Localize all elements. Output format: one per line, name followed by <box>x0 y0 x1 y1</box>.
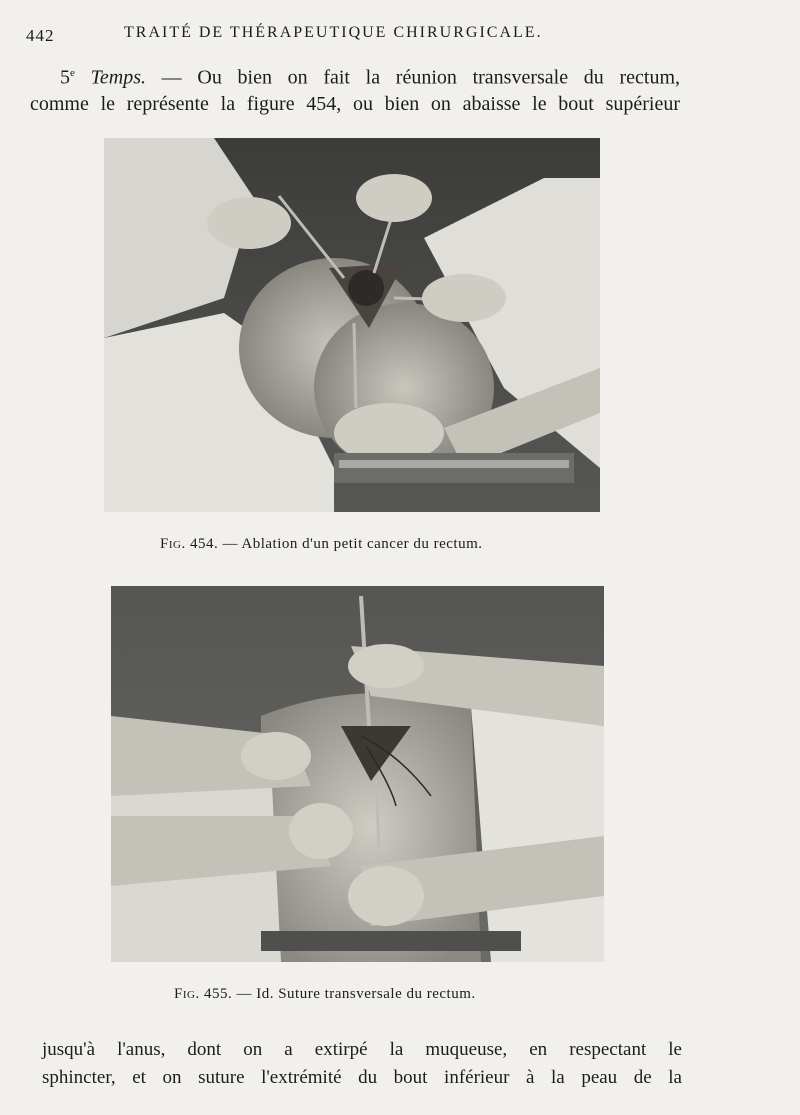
figure-454-caption <box>160 536 483 553</box>
paragraph-bottom <box>42 1036 682 1092</box>
page-number: 442 <box>26 26 55 45</box>
figure-454-label: Fig. 454. <box>160 536 219 552</box>
surgery-photo-illustration <box>104 138 600 512</box>
step-name: Temps. <box>90 66 146 89</box>
figure-455-photograph <box>111 586 604 962</box>
figure-455-caption <box>174 986 476 1003</box>
paragraph-bottom-line1: jusqu'à l'anus, dont on a extirpé la muqueuse, en respectant le <box>42 1039 682 1060</box>
running-title: TRAITÉ DE THÉRAPEUTIQUE CHIRURGICALE. <box>124 24 543 41</box>
suture-photo-illustration <box>111 586 604 962</box>
figure-455-caption-text: — Id. Suture transversale du rectum. <box>232 986 476 1002</box>
paragraph-top-line2: comme le représente la figure 454, ou bien on abaisse le bout supérieur <box>30 92 680 115</box>
paragraph-top <box>30 60 680 117</box>
figure-455-label: Fig. 455. <box>174 986 233 1002</box>
paragraph-bottom-line2: sphincter, et on suture l'extrémité du bout inférieur à la peau de la <box>42 1067 682 1088</box>
step-number: 5 <box>60 66 70 89</box>
figure-454-caption-text: — Ablation d'un petit cancer du rectum. <box>218 536 483 552</box>
step-superscript: e <box>70 67 75 79</box>
step-text: — Ou bien on fait la réunion transversale du rectum, <box>145 66 681 89</box>
figure-454-photograph <box>104 138 600 512</box>
paragraph-top-line1 <box>30 60 680 91</box>
